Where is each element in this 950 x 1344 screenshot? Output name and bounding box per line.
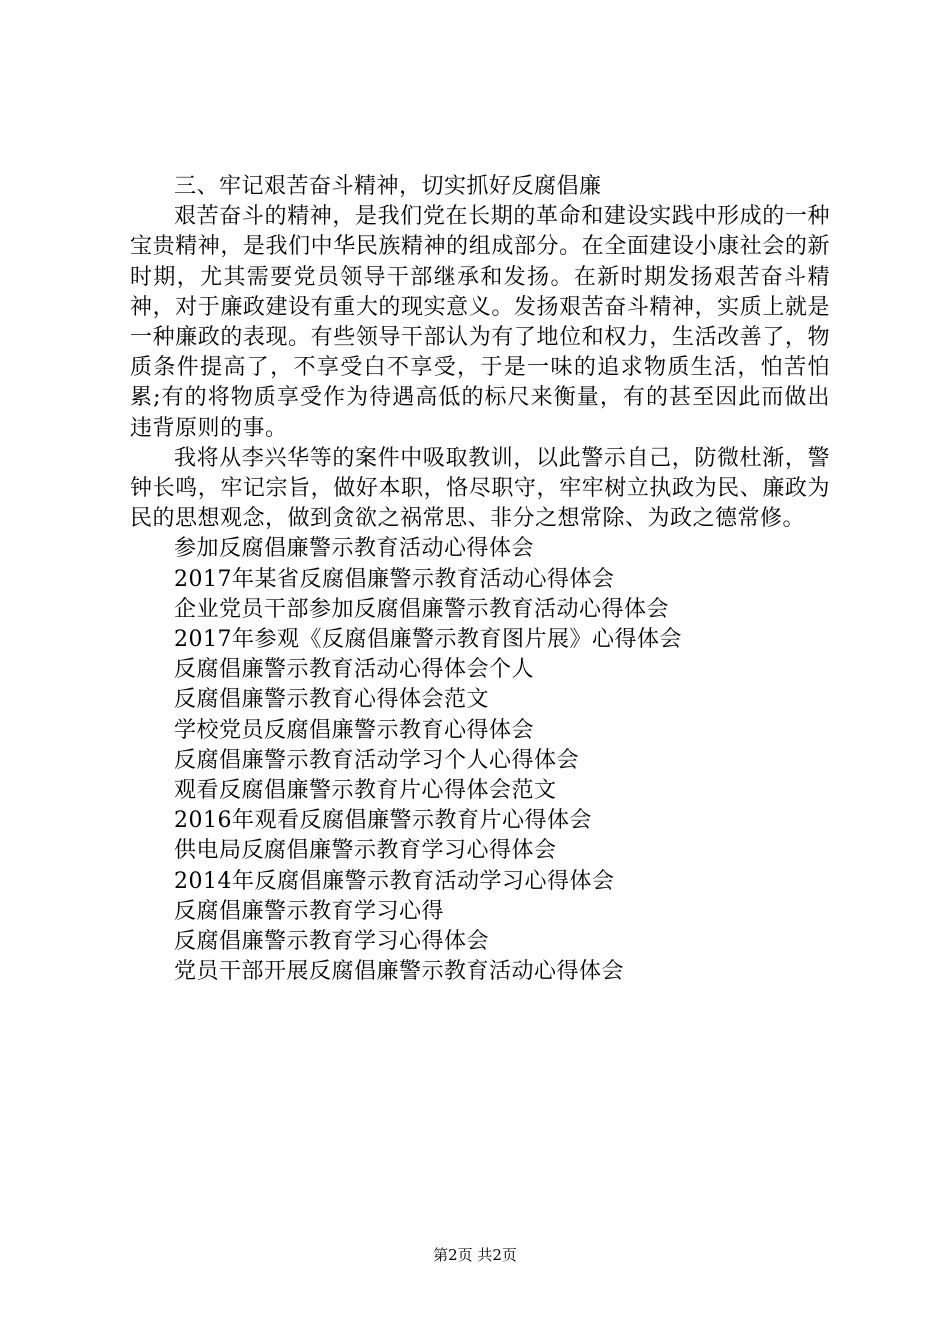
list-item: 反腐倡廉警示教育学习心得 xyxy=(174,898,445,924)
list-item: 2014年反腐倡廉警示教育活动学习心得体会 xyxy=(174,868,615,894)
list-item: 反腐倡廉警示教育心得体会范文 xyxy=(174,687,490,713)
paragraph-lessons: 我将从李兴华等的案件中吸取教训，以此警示自己，防微杜渐，警钟长鸣，牢记宗旨，做好本职，恪尽职守，牢牢树立执政为民、廉政为民的思想观念，做到贪欲之祸常思、非分之想常除、为政之德常修。 xyxy=(130,445,830,532)
list-item: 参加反腐倡廉警示教育活动心得体会 xyxy=(174,536,535,562)
list-item: 2017年某省反腐倡廉警示教育活动心得体会 xyxy=(174,566,615,592)
section-heading: 三、牢记艰苦奋斗精神，切实抓好反腐倡廉 xyxy=(174,174,602,199)
list-item: 2017年参观《反腐倡廉警示教育图片展》心得体会 xyxy=(174,627,682,653)
list-item: 学校党员反腐倡廉警示教育心得体会 xyxy=(174,717,535,743)
list-item: 反腐倡廉警示教育活动心得体会个人 xyxy=(174,657,535,683)
paragraph-hardwork-spirit: 艰苦奋斗的精神，是我们党在长期的革命和建设实践中形成的一种宝贵精神，是我们中华民族精神的组成部分。在全面建设小康社会的新时期，尤其需要党员领导干部继承和发扬。在新时期发扬艰苦奋斗精神，对于廉政建设有重大的现实意义。发扬艰苦奋斗精神，实质上就是一种廉政的表现。有些领导干部认为有了地位和权力，生活改善了，物质条件提高了，不享受白不享受，于是一味的追求物质生活，怕苦怕累;有的将物质享受作为待遇高低的标尺来衡量，有的甚至因此而做出违背原则的事。 xyxy=(130,204,830,441)
list-item: 反腐倡廉警示教育活动学习个人心得体会 xyxy=(174,747,580,773)
list-item: 供电局反腐倡廉警示教育学习心得体会 xyxy=(174,838,557,864)
list-item: 观看反腐倡廉警示教育片心得体会范文 xyxy=(174,778,557,804)
page-number-footer: 第2页 共2页 xyxy=(433,1246,517,1264)
list-item: 反腐倡廉警示教育学习心得体会 xyxy=(174,929,490,955)
list-item: 企业党员干部参加反腐倡廉警示教育活动心得体会 xyxy=(174,596,670,622)
related-titles-list xyxy=(130,534,830,987)
list-item: 2016年观看反腐倡廉警示教育片心得体会 xyxy=(174,808,592,834)
document-body xyxy=(130,172,830,987)
list-item: 党员干部开展反腐倡廉警示教育活动心得体会 xyxy=(174,959,625,985)
